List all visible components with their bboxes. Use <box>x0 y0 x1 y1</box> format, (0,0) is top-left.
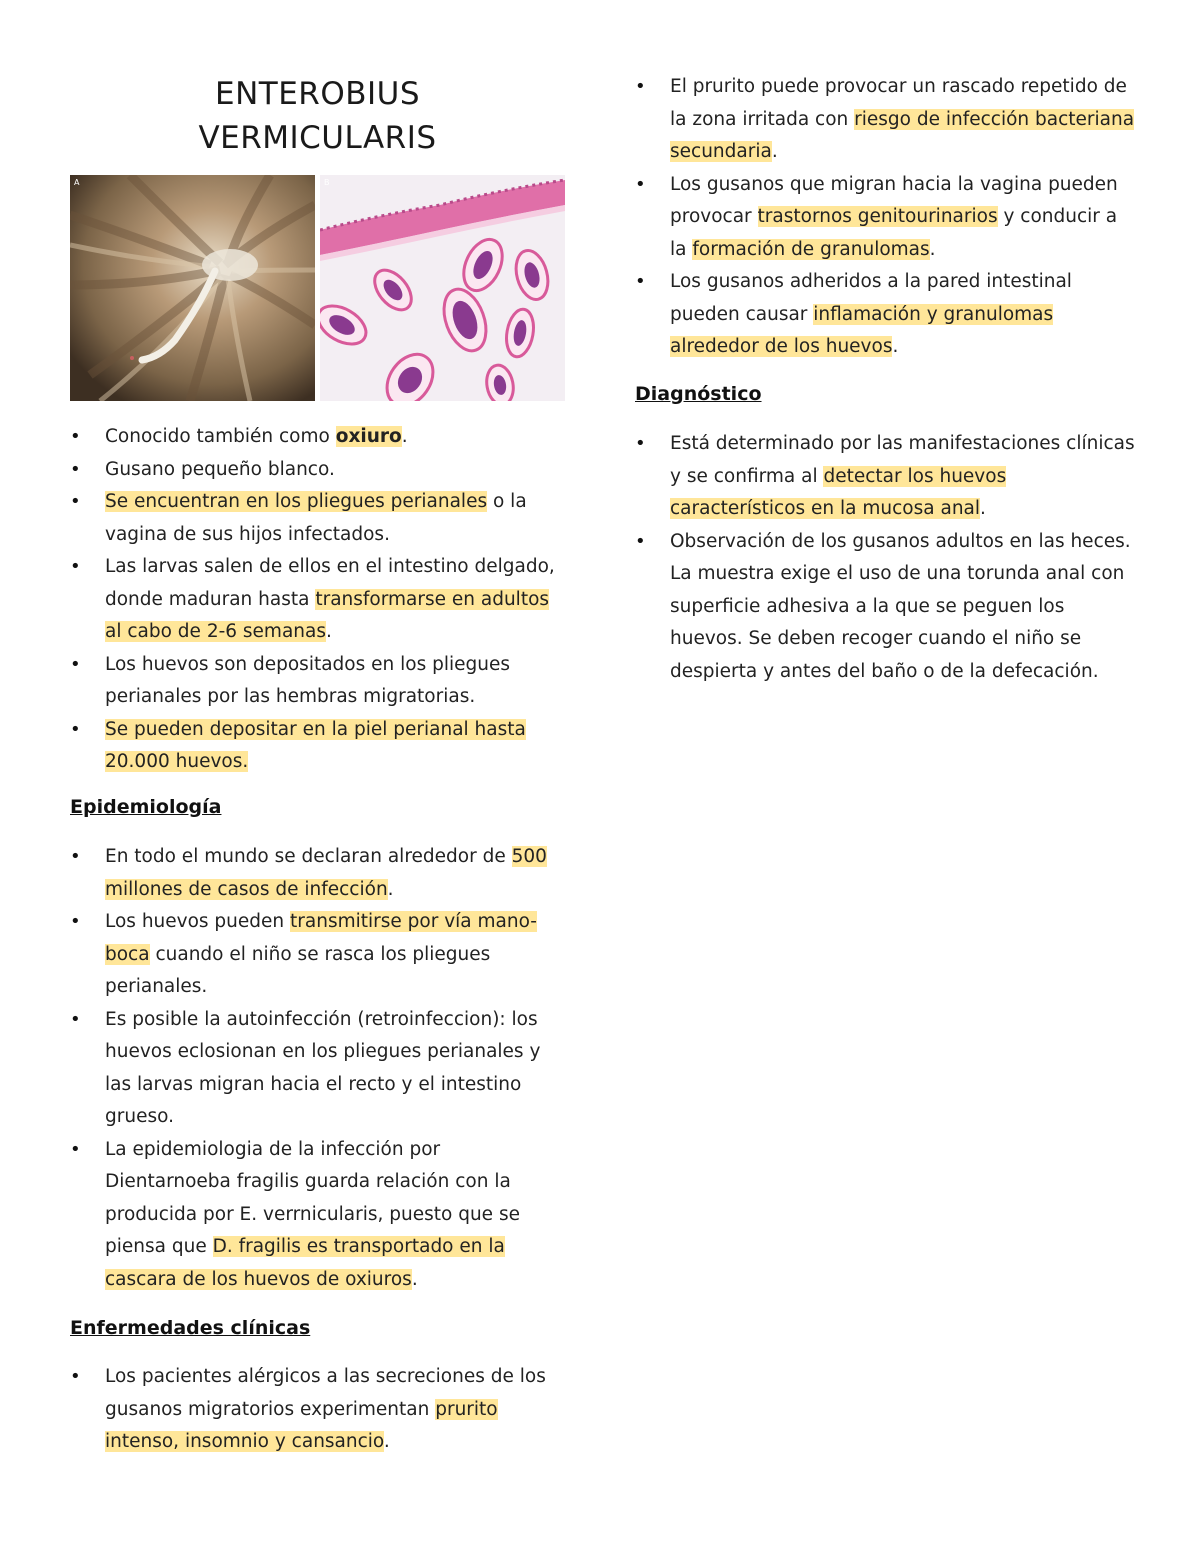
intro-list <box>70 421 565 779</box>
list-item: • La epidemiologia de la infección por Dientarnoeba fragilis guarda relación con la producida por E. verrnicularis, puesto que se piensa que D. fragilis es transportado en la cascara de los huevos de oxiuros. <box>70 1134 565 1297</box>
epidemiologia-list <box>70 841 565 1296</box>
list-item: • Observación de los gusanos adultos en las heces. La muestra exige el uso de una torunda anal con superficie adhesiva a la que se peguen los huevos. Se deben recoger cuando el niño se despierta y antes del baño o de la defecación. <box>635 526 1135 689</box>
list-item: • Los gusanos adheridos a la pared intestinal pueden causar inflamación y granulomas alrededor de los huevos. <box>635 266 1135 364</box>
figure-label-b: B <box>324 178 330 187</box>
list-item: • Es posible la autoinfección (retroinfeccion): los huevos eclosionan en los pliegues perianales y las larvas migran hacia el recto y el intestino grueso. <box>70 1004 565 1134</box>
section-heading-enfermedades: Enfermedades clínicas <box>70 1317 311 1339</box>
enfermedades-list-right <box>635 71 1135 364</box>
title-line-2: VERMICULARIS <box>198 120 437 156</box>
list-item: • Los huevos pueden transmitirse por vía mano-boca cuando el niño se rasca los pliegues perianales. <box>70 906 565 1004</box>
title-line-1: ENTEROBIUS <box>214 76 421 112</box>
list-item: • El prurito puede provocar un rascado repetido de la zona irritada con riesgo de infección bacteriana secundaria. <box>635 71 1135 169</box>
section-heading-diagnostico: Diagnóstico <box>635 383 762 405</box>
document-title <box>70 72 565 160</box>
list-item: • En todo el mundo se declaran alrededor de 500 millones de casos de infección. <box>70 841 565 906</box>
list-item: • Las larvas salen de ellos en el intestino delgado, donde maduran hasta transformarse en adultos al cabo de 2-6 semanas. <box>70 551 565 649</box>
endoscopy-photo <box>70 175 315 401</box>
section-heading-epidemiologia: Epidemiología <box>70 796 222 818</box>
list-item: • Se pueden depositar en la piel perianal hasta 20.000 huevos. <box>70 714 565 779</box>
histology-photo <box>320 175 565 401</box>
diagnostico-list <box>635 428 1135 688</box>
list-item: • Los pacientes alérgicos a las secreciones de los gusanos migratorios experimentan prurito intenso, insomnio y cansancio. <box>70 1361 565 1459</box>
list-item: • Los huevos son depositados en los pliegues perianales por las hembras migratorias. <box>70 649 565 714</box>
list-item: • Está determinado por las manifestaciones clínicas y se confirma al detectar los huevos característicos en la mucosa anal. <box>635 428 1135 526</box>
figure-label-a: A <box>74 178 80 187</box>
list-item: • Gusano pequeño blanco. <box>70 454 565 487</box>
list-item: • Se encuentran en los pliegues perianales o la vagina de sus hijos infectados. <box>70 486 565 551</box>
enfermedades-list-left <box>70 1361 565 1459</box>
list-item: • Conocido también como oxiuro. <box>70 421 565 454</box>
list-item: • Los gusanos que migran hacia la vagina pueden provocar trastornos genitourinarios y conducir a la formación de granulomas. <box>635 169 1135 267</box>
figure <box>70 175 565 401</box>
